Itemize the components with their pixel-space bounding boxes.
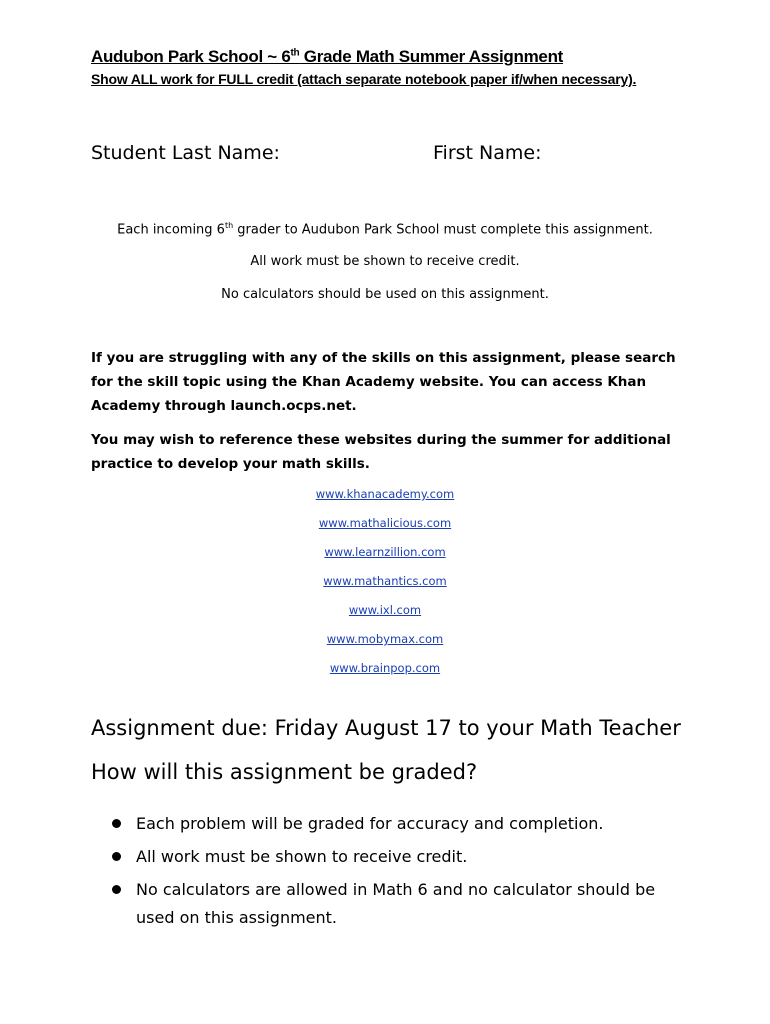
bullet-icon: [112, 819, 121, 828]
list-item: [112, 810, 682, 838]
student-last-name-label: Student Last Name:: [91, 142, 280, 164]
website-link[interactable]: www.learnzillion.com: [324, 545, 446, 559]
website-link[interactable]: www.mathantics.com: [323, 574, 447, 588]
list-item: [112, 876, 682, 932]
bullet-icon: [112, 885, 121, 894]
websites-intro-paragraph: You may wish to reference these websites during the summer for additional practice to develop your math skills.: [91, 432, 671, 472]
intro-line-1-superscript: th: [224, 221, 234, 230]
intro-line-2: All work must be shown to receive credit.: [250, 254, 520, 269]
bullet-icon: [112, 852, 121, 861]
website-link[interactable]: www.mobymax.com: [326, 632, 444, 646]
grading-bullet-list: [112, 810, 682, 937]
title-superscript: th: [290, 47, 300, 59]
intro-line-1-part-2: grader to Audubon Park School must complete this assignment.: [233, 222, 653, 238]
intro-line-1: [0, 221, 770, 237]
bullet-text: Each problem will be graded for accuracy and completion.: [136, 814, 604, 833]
bullet-text: No calculators are allowed in Math 6 and no calculator should be used on this assignment.: [136, 880, 656, 927]
assignment-due-heading: Assignment due: Friday August 17 to your Math Teacher: [91, 716, 681, 740]
title-part-1: Audubon Park School ~ 6: [91, 47, 291, 66]
website-link[interactable]: www.ixl.com: [348, 603, 422, 617]
student-first-name-label: First Name:: [433, 142, 542, 164]
website-link[interactable]: www.brainpop.com: [329, 661, 441, 675]
bullet-text: All work must be shown to receive credit.: [136, 847, 468, 866]
list-item: [112, 843, 682, 871]
grading-heading: How will this assignment be graded?: [91, 760, 478, 784]
intro-line-1-part-1: Each incoming 6: [117, 222, 225, 238]
website-link[interactable]: www.khanacademy.com: [315, 487, 455, 501]
title-part-2: Grade Math Summer Assignment: [299, 47, 564, 66]
website-link[interactable]: www.mathalicious.com: [318, 516, 452, 530]
help-paragraph: If you are struggling with any of the skills on this assignment, please search for the skill topic using the Khan Academy website. You can access Khan Academy through launch.ocps.net.: [91, 350, 676, 414]
intro-line-3: No calculators should be used on this assignment.: [221, 287, 549, 302]
document-subtitle: Show ALL work for FULL credit (attach separate notebook paper if/when necessary).: [91, 71, 637, 87]
document-title: [91, 47, 563, 67]
